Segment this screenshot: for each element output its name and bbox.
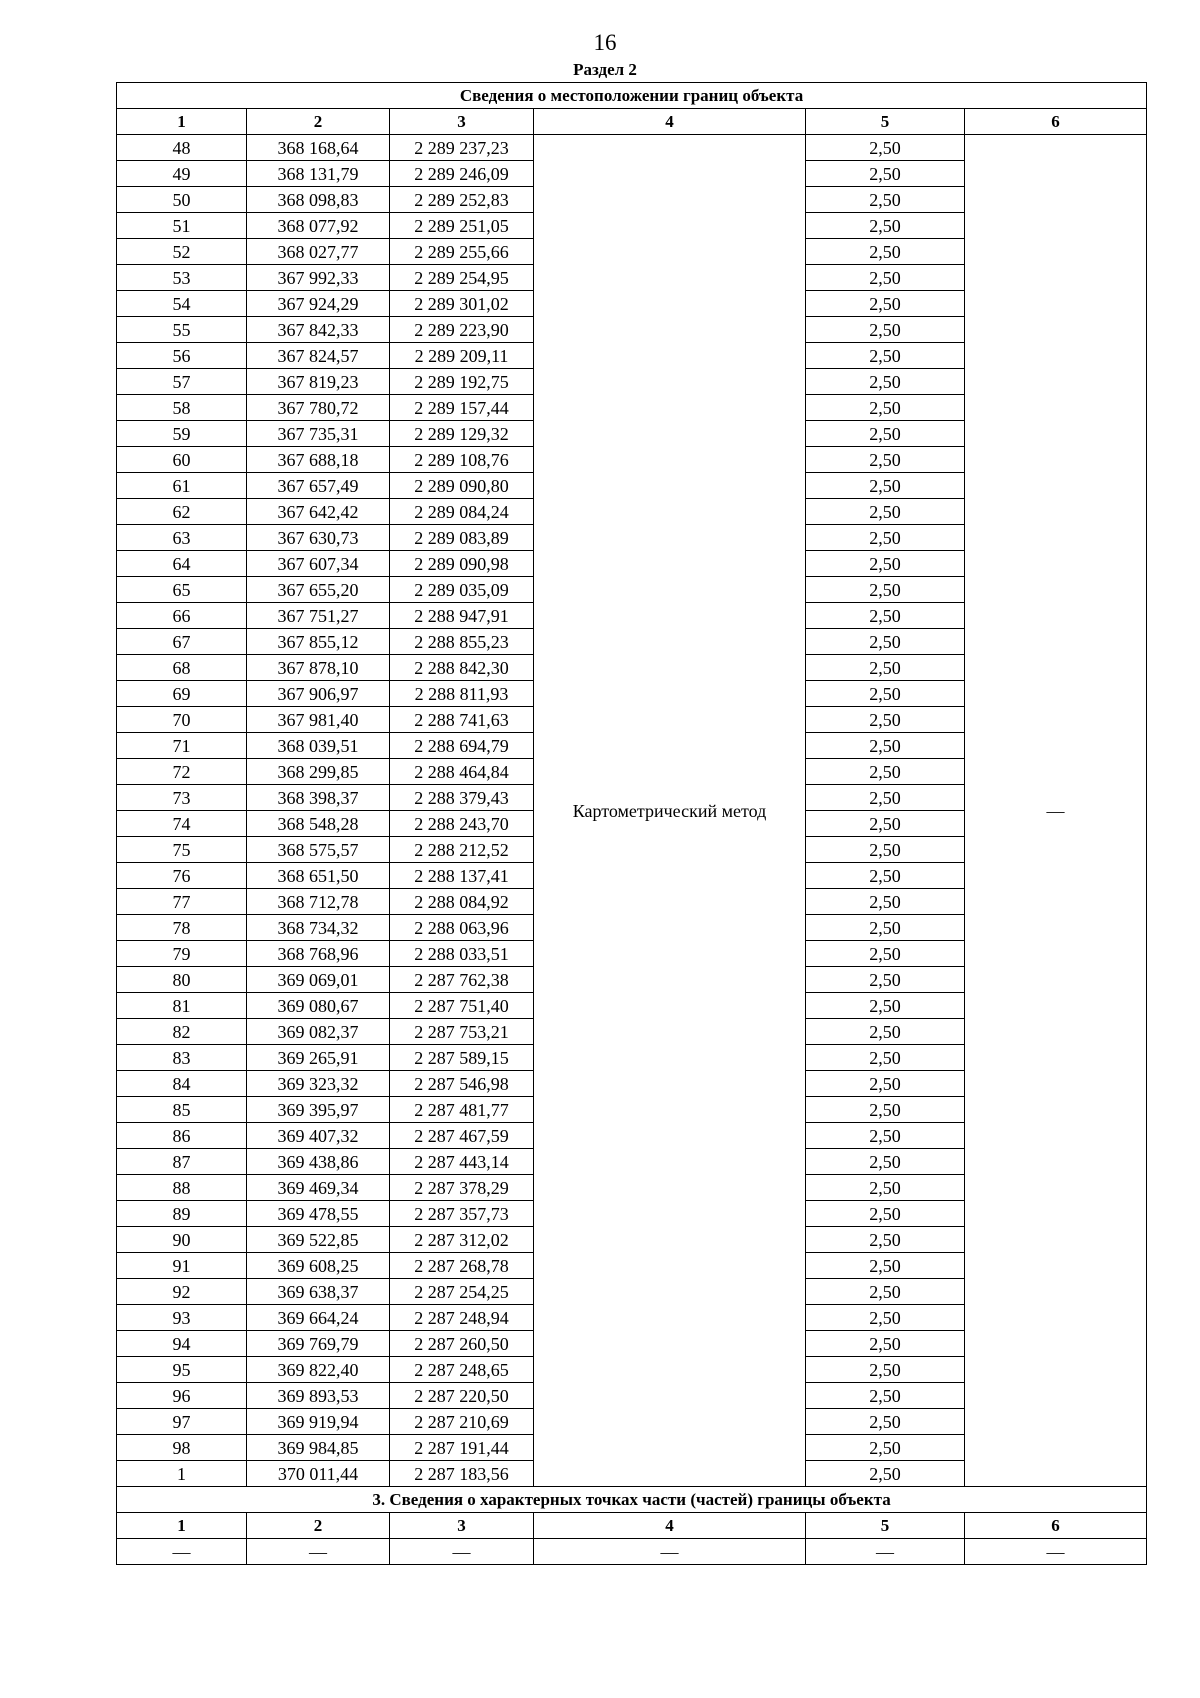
accuracy-cell: 2,50 [806,135,965,161]
y-coordinate-cell: 2 288 464,84 [390,759,534,785]
accuracy-cell: 2,50 [806,525,965,551]
point-number-cell: 65 [117,577,247,603]
y-coordinate-cell: 2 288 063,96 [390,915,534,941]
y-coordinate-cell: 2 287 443,14 [390,1149,534,1175]
table-header-row [117,109,1147,135]
empty-cell: — [806,1539,965,1565]
x-coordinate-cell: 367 992,33 [247,265,390,291]
y-coordinate-cell: 2 288 694,79 [390,733,534,759]
empty-cell: — [965,1539,1147,1565]
accuracy-cell: 2,50 [806,577,965,603]
x-coordinate-cell: 370 011,44 [247,1461,390,1487]
y-coordinate-cell: 2 287 183,56 [390,1461,534,1487]
accuracy-cell: 2,50 [806,837,965,863]
accuracy-cell: 2,50 [806,1175,965,1201]
accuracy-cell: 2,50 [806,291,965,317]
accuracy-cell: 2,50 [806,1331,965,1357]
subsection-empty-row [117,1539,1147,1565]
accuracy-cell: 2,50 [806,1305,965,1331]
point-number-cell: 89 [117,1201,247,1227]
accuracy-cell: 2,50 [806,1019,965,1045]
point-number-cell: 54 [117,291,247,317]
column-header: 3 [390,109,534,135]
column-header: 6 [965,1513,1147,1539]
accuracy-cell: 2,50 [806,499,965,525]
accuracy-cell: 2,50 [806,681,965,707]
accuracy-cell: 2,50 [806,889,965,915]
x-coordinate-cell: 369 919,94 [247,1409,390,1435]
point-number-cell: 78 [117,915,247,941]
x-coordinate-cell: 367 981,40 [247,707,390,733]
x-coordinate-cell: 368 131,79 [247,161,390,187]
point-number-cell: 80 [117,967,247,993]
accuracy-cell: 2,50 [806,473,965,499]
point-number-cell: 50 [117,187,247,213]
y-coordinate-cell: 2 289 108,76 [390,447,534,473]
accuracy-cell: 2,50 [806,265,965,291]
y-coordinate-cell: 2 287 220,50 [390,1383,534,1409]
y-coordinate-cell: 2 289 223,90 [390,317,534,343]
x-coordinate-cell: 367 657,49 [247,473,390,499]
point-number-cell: 85 [117,1097,247,1123]
point-number-cell: 55 [117,317,247,343]
point-number-cell: 56 [117,343,247,369]
y-coordinate-cell: 2 287 210,69 [390,1409,534,1435]
y-coordinate-cell: 2 289 129,32 [390,421,534,447]
point-number-cell: 82 [117,1019,247,1045]
accuracy-cell: 2,50 [806,447,965,473]
x-coordinate-cell: 367 655,20 [247,577,390,603]
x-coordinate-cell: 367 688,18 [247,447,390,473]
point-number-cell: 79 [117,941,247,967]
accuracy-cell: 2,50 [806,785,965,811]
subsection-title: 3. Сведения о характерных точках части (частей) границы объекта [117,1487,1147,1513]
y-coordinate-cell: 2 289 090,98 [390,551,534,577]
y-coordinate-cell: 2 287 546,98 [390,1071,534,1097]
column-header: 1 [117,109,247,135]
x-coordinate-cell: 367 855,12 [247,629,390,655]
point-number-cell: 72 [117,759,247,785]
x-coordinate-cell: 368 398,37 [247,785,390,811]
y-coordinate-cell: 2 288 855,23 [390,629,534,655]
point-number-cell: 64 [117,551,247,577]
y-coordinate-cell: 2 287 357,73 [390,1201,534,1227]
x-coordinate-cell: 369 984,85 [247,1435,390,1461]
x-coordinate-cell: 367 751,27 [247,603,390,629]
point-number-cell: 87 [117,1149,247,1175]
column-header: 5 [806,109,965,135]
y-coordinate-cell: 2 288 947,91 [390,603,534,629]
point-number-cell: 66 [117,603,247,629]
point-number-cell: 97 [117,1409,247,1435]
x-coordinate-cell: 368 651,50 [247,863,390,889]
empty-cell: — [247,1539,390,1565]
accuracy-cell: 2,50 [806,629,965,655]
x-coordinate-cell: 369 638,37 [247,1279,390,1305]
accuracy-cell: 2,50 [806,1279,965,1305]
accuracy-cell: 2,50 [806,993,965,1019]
page-number: 16 [593,30,617,55]
accuracy-cell: 2,50 [806,733,965,759]
point-number-cell: 96 [117,1383,247,1409]
column-header: 2 [247,109,390,135]
accuracy-cell: 2,50 [806,941,965,967]
y-coordinate-cell: 2 288 137,41 [390,863,534,889]
x-coordinate-cell: 368 768,96 [247,941,390,967]
accuracy-cell: 2,50 [806,369,965,395]
x-coordinate-cell: 369 069,01 [247,967,390,993]
accuracy-cell: 2,50 [806,395,965,421]
y-coordinate-cell: 2 287 481,77 [390,1097,534,1123]
y-coordinate-cell: 2 287 254,25 [390,1279,534,1305]
y-coordinate-cell: 2 287 191,44 [390,1435,534,1461]
accuracy-cell: 2,50 [806,343,965,369]
accuracy-cell: 2,50 [806,1227,965,1253]
accuracy-cell: 2,50 [806,551,965,577]
x-coordinate-cell: 369 082,37 [247,1019,390,1045]
y-coordinate-cell: 2 287 751,40 [390,993,534,1019]
point-number-cell: 67 [117,629,247,655]
x-coordinate-cell: 367 906,97 [247,681,390,707]
point-number-cell: 92 [117,1279,247,1305]
x-coordinate-cell: 368 712,78 [247,889,390,915]
accuracy-cell: 2,50 [806,1071,965,1097]
accuracy-cell: 2,50 [806,1201,965,1227]
point-number-cell: 95 [117,1357,247,1383]
y-coordinate-cell: 2 288 741,63 [390,707,534,733]
x-coordinate-cell: 368 027,77 [247,239,390,265]
empty-cell: — [117,1539,247,1565]
point-number-cell: 58 [117,395,247,421]
x-coordinate-cell: 367 607,34 [247,551,390,577]
x-coordinate-cell: 367 878,10 [247,655,390,681]
x-coordinate-cell: 367 630,73 [247,525,390,551]
x-coordinate-cell: 367 780,72 [247,395,390,421]
point-number-cell: 69 [117,681,247,707]
empty-cell: — [390,1539,534,1565]
table-title: Сведения о местоположении границ объекта [117,83,1147,109]
y-coordinate-cell: 2 289 252,83 [390,187,534,213]
accuracy-cell: 2,50 [806,161,965,187]
y-coordinate-cell: 2 289 255,66 [390,239,534,265]
x-coordinate-cell: 368 077,92 [247,213,390,239]
x-coordinate-cell: 369 469,34 [247,1175,390,1201]
y-coordinate-cell: 2 289 251,05 [390,213,534,239]
x-coordinate-cell: 369 395,97 [247,1097,390,1123]
y-coordinate-cell: 2 289 035,09 [390,577,534,603]
accuracy-cell: 2,50 [806,213,965,239]
y-coordinate-cell: 2 288 212,52 [390,837,534,863]
point-number-cell: 93 [117,1305,247,1331]
y-coordinate-cell: 2 288 084,92 [390,889,534,915]
accuracy-cell: 2,50 [806,1123,965,1149]
point-number-cell: 51 [117,213,247,239]
x-coordinate-cell: 368 548,28 [247,811,390,837]
accuracy-cell: 2,50 [806,239,965,265]
y-coordinate-cell: 2 287 260,50 [390,1331,534,1357]
x-coordinate-cell: 367 735,31 [247,421,390,447]
x-coordinate-cell: 367 642,42 [247,499,390,525]
x-coordinate-cell: 369 438,86 [247,1149,390,1175]
accuracy-cell: 2,50 [806,187,965,213]
point-number-cell: 68 [117,655,247,681]
y-coordinate-cell: 2 289 084,24 [390,499,534,525]
x-coordinate-cell: 367 924,29 [247,291,390,317]
accuracy-cell: 2,50 [806,759,965,785]
y-coordinate-cell: 2 289 209,11 [390,343,534,369]
point-number-cell: 1 [117,1461,247,1487]
y-coordinate-cell: 2 287 378,29 [390,1175,534,1201]
x-coordinate-cell: 368 098,83 [247,187,390,213]
x-coordinate-cell: 368 299,85 [247,759,390,785]
y-coordinate-cell: 2 287 248,65 [390,1357,534,1383]
y-coordinate-cell: 2 289 254,95 [390,265,534,291]
empty-cell: — [534,1539,806,1565]
accuracy-cell: 2,50 [806,915,965,941]
accuracy-cell: 2,50 [806,1409,965,1435]
point-number-cell: 98 [117,1435,247,1461]
y-coordinate-cell: 2 289 237,23 [390,135,534,161]
x-coordinate-cell: 368 168,64 [247,135,390,161]
y-coordinate-cell: 2 287 762,38 [390,967,534,993]
point-number-cell: 76 [117,863,247,889]
x-coordinate-cell: 367 819,23 [247,369,390,395]
accuracy-cell: 2,50 [806,1149,965,1175]
subsection-header-row [117,1513,1147,1539]
point-number-cell: 48 [117,135,247,161]
x-coordinate-cell: 367 842,33 [247,317,390,343]
point-number-cell: 94 [117,1331,247,1357]
column-header: 4 [534,1513,806,1539]
y-coordinate-cell: 2 289 083,89 [390,525,534,551]
x-coordinate-cell: 369 080,67 [247,993,390,1019]
accuracy-cell: 2,50 [806,1253,965,1279]
accuracy-cell: 2,50 [806,1097,965,1123]
point-number-cell: 71 [117,733,247,759]
point-number-cell: 52 [117,239,247,265]
column-header: 2 [247,1513,390,1539]
y-coordinate-cell: 2 289 246,09 [390,161,534,187]
y-coordinate-cell: 2 287 589,15 [390,1045,534,1071]
y-coordinate-cell: 2 289 090,80 [390,473,534,499]
point-number-cell: 70 [117,707,247,733]
point-number-cell: 81 [117,993,247,1019]
column6-cell: — [965,135,1147,1487]
point-number-cell: 84 [117,1071,247,1097]
column-header: 3 [390,1513,534,1539]
column-header: 4 [534,109,806,135]
accuracy-cell: 2,50 [806,967,965,993]
point-number-cell: 57 [117,369,247,395]
x-coordinate-cell: 369 664,24 [247,1305,390,1331]
x-coordinate-cell: 369 769,79 [247,1331,390,1357]
x-coordinate-cell: 369 265,91 [247,1045,390,1071]
y-coordinate-cell: 2 288 842,30 [390,655,534,681]
accuracy-cell: 2,50 [806,1461,965,1487]
y-coordinate-cell: 2 287 753,21 [390,1019,534,1045]
x-coordinate-cell: 369 407,32 [247,1123,390,1149]
point-number-cell: 60 [117,447,247,473]
point-number-cell: 83 [117,1045,247,1071]
accuracy-cell: 2,50 [806,1383,965,1409]
point-number-cell: 86 [117,1123,247,1149]
point-number-cell: 53 [117,265,247,291]
point-number-cell: 62 [117,499,247,525]
column-header: 5 [806,1513,965,1539]
column-header: 6 [965,109,1147,135]
y-coordinate-cell: 2 288 033,51 [390,941,534,967]
y-coordinate-cell: 2 288 811,93 [390,681,534,707]
point-number-cell: 59 [117,421,247,447]
x-coordinate-cell: 369 323,32 [247,1071,390,1097]
boundary-table [116,82,1147,1565]
point-number-cell: 61 [117,473,247,499]
point-number-cell: 49 [117,161,247,187]
accuracy-cell: 2,50 [806,1357,965,1383]
y-coordinate-cell: 2 288 379,43 [390,785,534,811]
x-coordinate-cell: 368 575,57 [247,837,390,863]
y-coordinate-cell: 2 287 248,94 [390,1305,534,1331]
accuracy-cell: 2,50 [806,707,965,733]
accuracy-cell: 2,50 [806,317,965,343]
accuracy-cell: 2,50 [806,1435,965,1461]
y-coordinate-cell: 2 288 243,70 [390,811,534,837]
accuracy-cell: 2,50 [806,603,965,629]
x-coordinate-cell: 369 822,40 [247,1357,390,1383]
section-label: Раздел 2 [573,60,637,79]
y-coordinate-cell: 2 287 268,78 [390,1253,534,1279]
x-coordinate-cell: 369 522,85 [247,1227,390,1253]
point-number-cell: 91 [117,1253,247,1279]
point-number-cell: 74 [117,811,247,837]
x-coordinate-cell: 369 478,55 [247,1201,390,1227]
accuracy-cell: 2,50 [806,655,965,681]
y-coordinate-cell: 2 289 192,75 [390,369,534,395]
y-coordinate-cell: 2 287 467,59 [390,1123,534,1149]
method-cell: Картометрический метод [534,135,806,1487]
x-coordinate-cell: 369 893,53 [247,1383,390,1409]
point-number-cell: 90 [117,1227,247,1253]
column-header: 1 [117,1513,247,1539]
accuracy-cell: 2,50 [806,811,965,837]
point-number-cell: 75 [117,837,247,863]
accuracy-cell: 2,50 [806,863,965,889]
x-coordinate-cell: 368 039,51 [247,733,390,759]
point-number-cell: 73 [117,785,247,811]
y-coordinate-cell: 2 289 157,44 [390,395,534,421]
y-coordinate-cell: 2 287 312,02 [390,1227,534,1253]
accuracy-cell: 2,50 [806,1045,965,1071]
point-number-cell: 63 [117,525,247,551]
y-coordinate-cell: 2 289 301,02 [390,291,534,317]
table-row [117,135,1147,161]
point-number-cell: 77 [117,889,247,915]
accuracy-cell: 2,50 [806,421,965,447]
x-coordinate-cell: 369 608,25 [247,1253,390,1279]
x-coordinate-cell: 367 824,57 [247,343,390,369]
point-number-cell: 88 [117,1175,247,1201]
x-coordinate-cell: 368 734,32 [247,915,390,941]
